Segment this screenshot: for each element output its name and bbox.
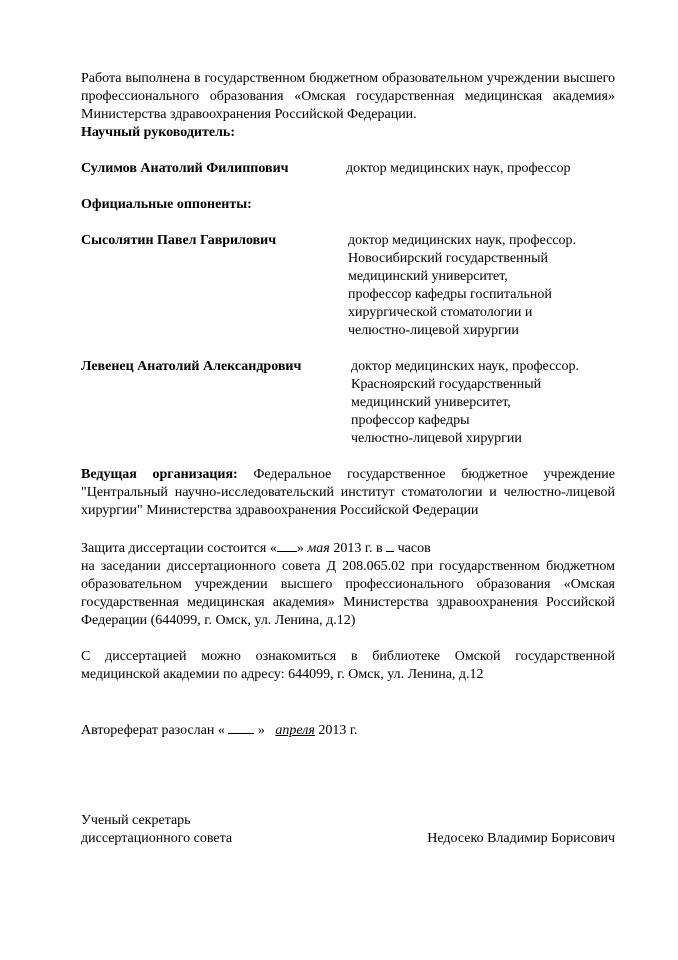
mailed-line: [81, 720, 615, 740]
mailed-prefix: Автореферат разослан «: [81, 723, 225, 738]
opponent-detail-line: доктор медицинских наук, профессор.: [348, 233, 577, 248]
secretary-block: [81, 812, 615, 848]
mailed-month: апреля: [275, 723, 315, 738]
secretary-signature-row: [81, 830, 615, 848]
lead-organization-text: Федеральное государственное бюджетное учреждение "Центральный научно-исследовательский институт стоматологии и челюстно-лицевой хирургии" Министерства здравоохранения Российской Федерации: [81, 467, 615, 518]
supervisor-row: [81, 160, 615, 178]
opponent-details: [348, 232, 576, 340]
document-page: [81, 70, 615, 848]
opponent-row: [81, 232, 615, 340]
secretary-title-line1: Ученый секретарь: [81, 813, 191, 828]
opponent-detail-line: Красноярский государственный: [351, 377, 542, 392]
supervisor-degree: доктор медицинских наук, профессор: [346, 161, 571, 176]
opponent-detail-line: челюстно-лицевой хирургии: [348, 323, 519, 338]
day-blank: [277, 538, 297, 552]
defense-date-line: [81, 538, 615, 558]
lead-organization-paragraph: [81, 466, 615, 520]
mailed-day-blank: [228, 720, 254, 734]
intro-paragraph: Работа выполнена в государственном бюджетном образовательном учреждении высшего профессионального образования «Омская государственная медицинская академия» Министерства здравоохранения Российской Федерации.: [81, 71, 615, 122]
secretary-name: Недосеко Владимир Борисович: [427, 831, 615, 846]
opponent-detail-line: профессор кафедры: [351, 413, 470, 428]
opponent-detail-line: медицинский университет,: [348, 269, 508, 284]
defense-details: на заседании диссертационного совета Д 208.065.02 при государственном бюджетном образовательном учреждении высшего профессионального образования «Омская государственная медицинская академия» Министерства здравоохранения Российской Федерации (644099, г. Омск, ул. Ленина, д.12): [81, 559, 615, 628]
lead-organization-label: Ведущая организация:: [81, 467, 238, 482]
opponent-name: Левенец Анатолий Александрович: [81, 359, 302, 374]
supervisor-name: Сулимов Анатолий Филиппович: [81, 161, 289, 176]
opponent-detail-line: медицинский университет,: [351, 395, 511, 410]
opponent-details: [351, 358, 579, 448]
opponents-heading: Официальные оппоненты:: [81, 197, 252, 212]
opponent-detail-line: профессор кафедры госпитальной: [348, 287, 552, 302]
opponent-detail-line: Новосибирский государственный: [348, 251, 548, 266]
opponent-detail-line: хирургической стоматологии и: [348, 305, 533, 320]
defense-date-prefix: Защита диссертации состоится «: [81, 541, 277, 556]
defense-year-text: 2013 г. в: [333, 541, 383, 556]
defense-quote-close: »: [296, 541, 304, 556]
defense-hours-text: часов: [397, 541, 431, 556]
defense-month: мая: [307, 541, 330, 556]
supervisor-heading: Научный руководитель:: [81, 125, 235, 140]
secretary-title-line2: диссертационного совета: [81, 831, 233, 846]
opponent-row: [81, 358, 615, 448]
mailed-quote-close: »: [257, 723, 265, 738]
defense-block: [81, 538, 615, 630]
library-paragraph: С диссертацией можно ознакомиться в библиотеке Омской государственной медицинской академии по адресу: 644099, г. Омск, ул. Ленина, д.12: [81, 649, 615, 682]
mailed-year: 2013 г.: [318, 723, 358, 738]
opponent-detail-line: доктор медицинских наук, профессор.: [351, 359, 580, 374]
opponent-detail-line: челюстно-лицевой хирургии: [351, 431, 522, 446]
hour-blank: [386, 538, 394, 552]
opponent-name: Сысолятин Павел Гаврилович: [81, 233, 277, 248]
